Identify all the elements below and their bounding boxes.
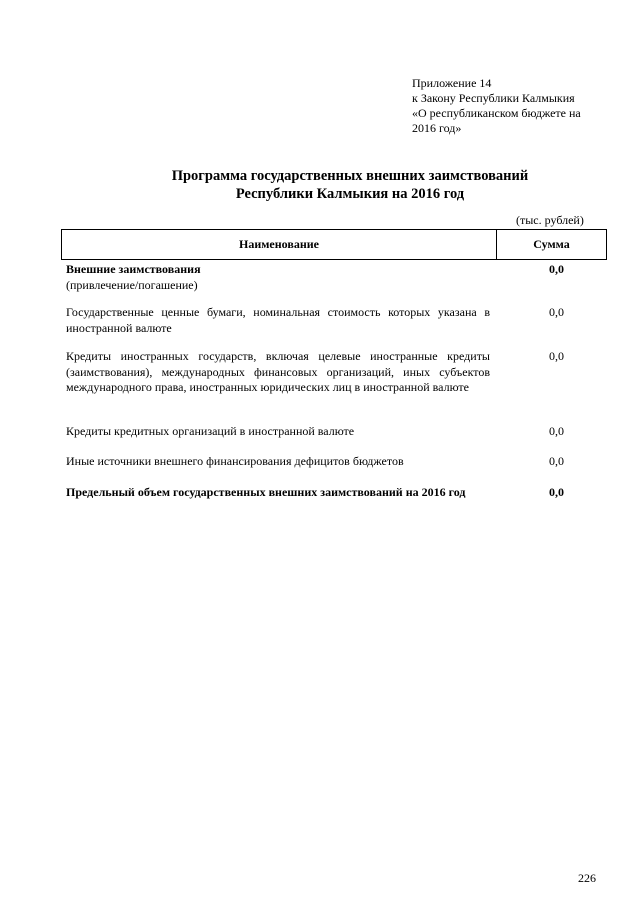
units-note: (тыс. рублей) [516, 213, 584, 227]
row-name: Государственные ценные бумаги, номинальная стоимость которых указана в иностранной валюте [66, 305, 490, 335]
row-name: Иные источники внешнего финансирования дефицитов бюджетов [66, 454, 404, 468]
table-header [61, 229, 607, 260]
appendix-header [412, 76, 612, 136]
appendix-line: Приложение 14 [412, 76, 492, 90]
row-sum: 0,0 [549, 262, 564, 276]
row-name [66, 262, 490, 293]
appendix-line: «О республиканском бюджете на [412, 106, 581, 120]
title-line-1: Программа государственных внешних заимствований [171, 168, 529, 184]
column-header-sum: Сумма [533, 237, 570, 251]
row-name: Кредиты иностранных государств, включая целевые иностранные кредиты (заимствования), международных финансовых организаций, иных субъектов международного права, иностранных юридических лиц в иностранной валюте [66, 349, 490, 394]
document-title [60, 167, 640, 203]
appendix-line: 2016 год» [412, 121, 462, 135]
column-header-name: Наименование [62, 230, 497, 259]
row-sum: 0,0 [549, 424, 564, 438]
row-sum: 0,0 [549, 485, 564, 499]
row-sum: 0,0 [549, 305, 564, 319]
page-number: 226 [578, 871, 596, 885]
row-name: Предельный объем государственных внешних заимствований на 2016 год [66, 485, 466, 499]
row-name-main: Внешние заимствования [66, 262, 201, 276]
row-name: Кредиты кредитных организаций в иностранной валюте [66, 424, 355, 438]
row-sum: 0,0 [549, 349, 564, 363]
appendix-line: к Закону Республики Калмыкия [412, 91, 575, 105]
row-name-subtitle: (привлечение/погашение) [66, 277, 198, 292]
title-line-2: Республики Калмыкия на 2016 год [235, 186, 465, 202]
row-sum: 0,0 [549, 454, 564, 468]
